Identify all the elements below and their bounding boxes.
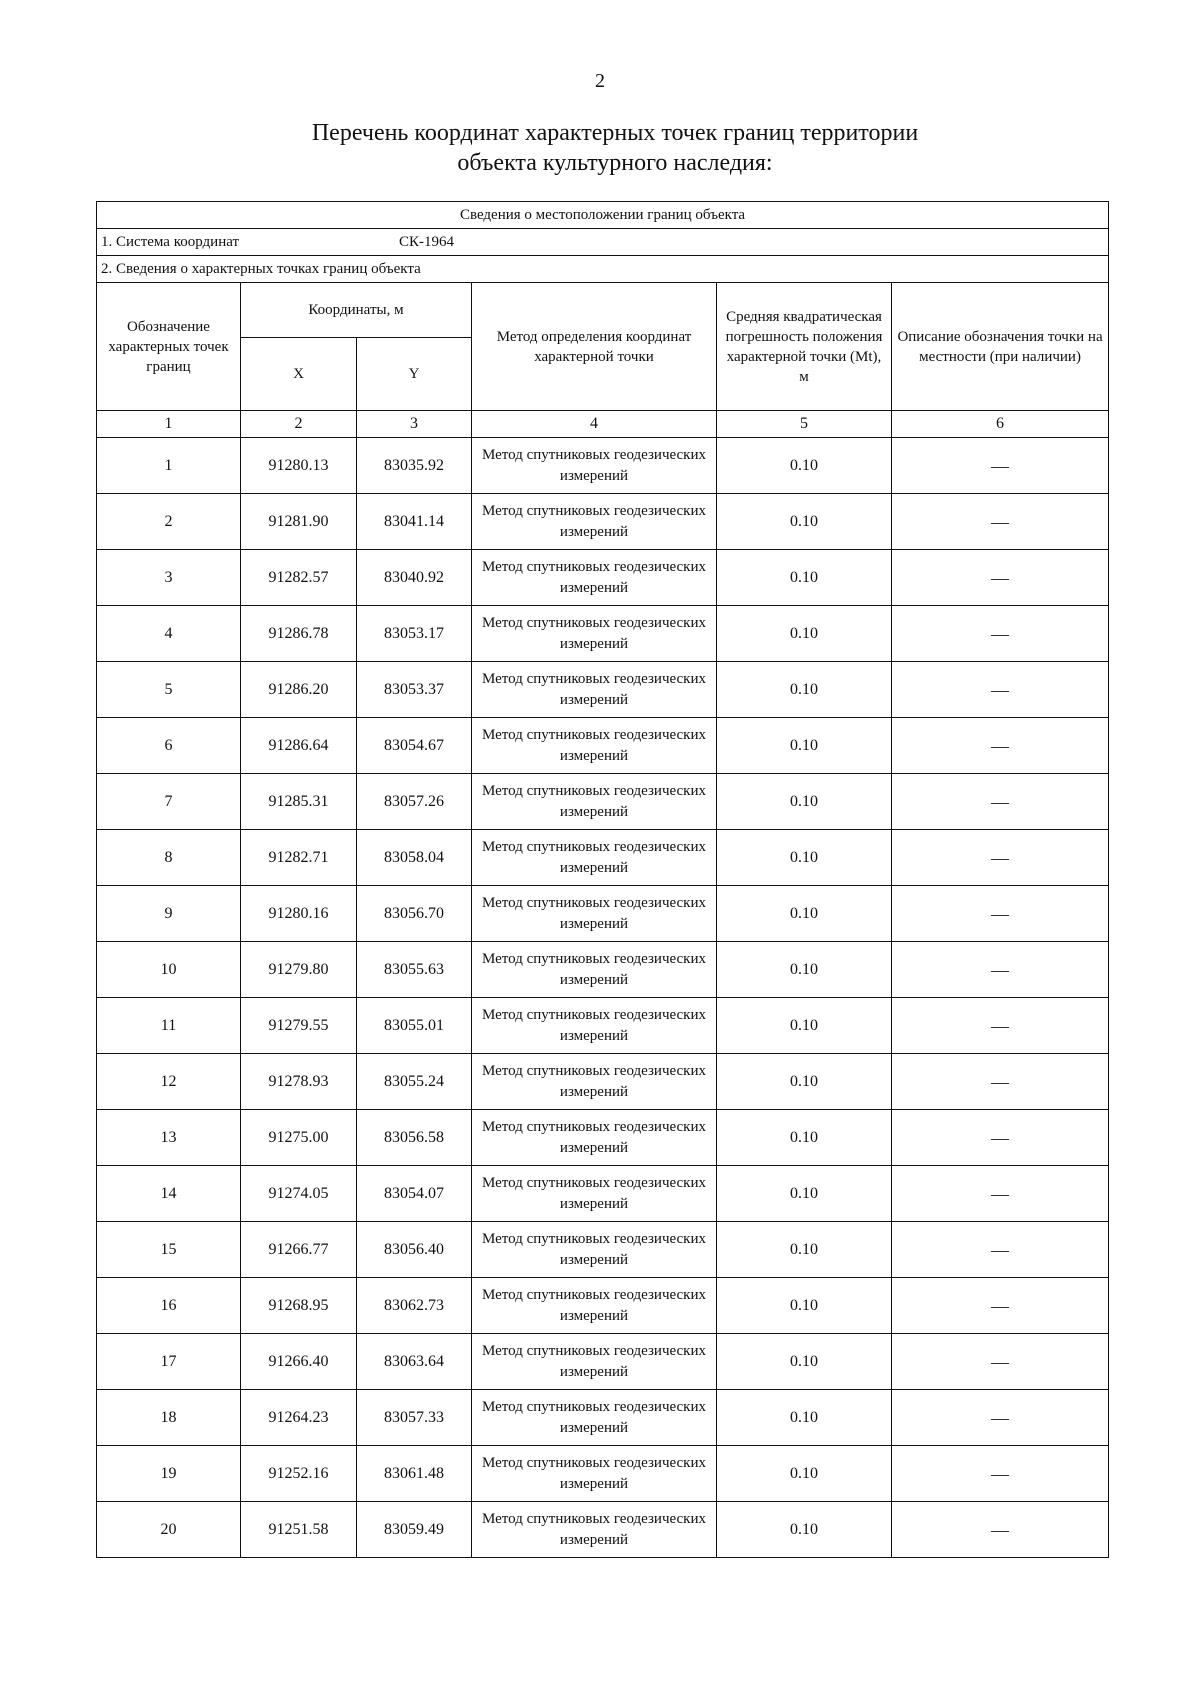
coord-x: 91251.58 [241,1502,357,1558]
method-cell: Метод спутниковых геодезических измерений [472,942,717,998]
header-y: Y [357,338,472,411]
header-designation: Обозначение характерных точек границ [97,283,241,411]
coord-y: 83056.40 [357,1222,472,1278]
table-row [97,830,1109,886]
method-cell: Метод спутниковых геодезических измерений [472,774,717,830]
point-number: 10 [97,942,241,998]
coord-x: 91266.40 [241,1334,357,1390]
coord-y: 83054.07 [357,1166,472,1222]
coord-y: 83056.58 [357,1110,472,1166]
accuracy-cell: 0.10 [717,438,892,494]
description-cell: — [892,1446,1109,1502]
header-coordinates: Координаты, м [241,283,472,338]
coord-y: 83055.01 [357,998,472,1054]
coord-x: 91285.31 [241,774,357,830]
method-cell: Метод спутниковых геодезических измерений [472,550,717,606]
accuracy-cell: 0.10 [717,998,892,1054]
table-row [97,550,1109,606]
coord-x: 91266.77 [241,1222,357,1278]
coord-system-row [97,229,1109,256]
coord-x: 91286.20 [241,662,357,718]
coord-x: 91282.57 [241,550,357,606]
method-cell: Метод спутниковых геодезических измерений [472,886,717,942]
description-cell: — [892,1502,1109,1558]
method-cell: Метод спутниковых геодезических измерений [472,998,717,1054]
table-row [97,494,1109,550]
coord-y: 83058.04 [357,830,472,886]
accuracy-cell: 0.10 [717,1222,892,1278]
coord-y: 83053.37 [357,662,472,718]
table-row [97,1446,1109,1502]
method-cell: Метод спутниковых геодезических измерений [472,438,717,494]
coord-x: 91252.16 [241,1446,357,1502]
table-row [97,718,1109,774]
table-row [97,774,1109,830]
method-cell: Метод спутниковых геодезических измерений [472,1390,717,1446]
method-cell: Метод спутниковых геодезических измерений [472,662,717,718]
table-row [97,942,1109,998]
coord-x: 91280.16 [241,886,357,942]
point-number: 7 [97,774,241,830]
table-row [97,1278,1109,1334]
column-numbers-row [97,411,1109,438]
description-cell: — [892,550,1109,606]
column-number: 4 [472,411,717,438]
description-cell: — [892,774,1109,830]
coord-system-value: СК-1964 [399,234,455,250]
coord-x: 91286.64 [241,718,357,774]
description-cell: — [892,830,1109,886]
table-row [97,438,1109,494]
coord-x: 91282.71 [241,830,357,886]
points-section-label: 2. Сведения о характерных точках границ объекта [97,256,1109,283]
table-row [97,662,1109,718]
coord-x: 91279.80 [241,942,357,998]
coord-y: 83057.33 [357,1390,472,1446]
header-x: X [241,338,357,411]
point-number: 11 [97,998,241,1054]
page-title [150,118,1080,178]
coord-y: 83054.67 [357,718,472,774]
table-row [97,1166,1109,1222]
point-number: 16 [97,1278,241,1334]
accuracy-cell: 0.10 [717,1054,892,1110]
method-cell: Метод спутниковых геодезических измерений [472,1054,717,1110]
table-row [97,1334,1109,1390]
accuracy-cell: 0.10 [717,774,892,830]
description-cell: — [892,1110,1109,1166]
table-body [97,202,1109,1558]
description-cell: — [892,662,1109,718]
point-number: 8 [97,830,241,886]
table-row [97,1390,1109,1446]
accuracy-cell: 0.10 [717,606,892,662]
coord-y: 83062.73 [357,1278,472,1334]
point-number: 5 [97,662,241,718]
table-caption: Сведения о местоположении границ объекта [97,202,1109,229]
column-number: 2 [241,411,357,438]
coord-y: 83040.92 [357,550,472,606]
description-cell: — [892,494,1109,550]
method-cell: Метод спутниковых геодезических измерений [472,606,717,662]
point-number: 12 [97,1054,241,1110]
accuracy-cell: 0.10 [717,1502,892,1558]
coord-y: 83056.70 [357,886,472,942]
method-cell: Метод спутниковых геодезических измерений [472,1502,717,1558]
description-cell: — [892,1390,1109,1446]
coord-x: 91278.93 [241,1054,357,1110]
method-cell: Метод спутниковых геодезических измерений [472,1446,717,1502]
point-number: 4 [97,606,241,662]
point-number: 19 [97,1446,241,1502]
header-row [97,283,1109,338]
accuracy-cell: 0.10 [717,830,892,886]
description-cell: — [892,942,1109,998]
accuracy-cell: 0.10 [717,718,892,774]
coordinates-table [96,201,1109,1558]
description-cell: — [892,438,1109,494]
description-cell: — [892,998,1109,1054]
point-number: 18 [97,1390,241,1446]
coord-y: 83041.14 [357,494,472,550]
page-number: 2 [595,70,605,92]
coord-x: 91286.78 [241,606,357,662]
title-line-1: Перечень координат характерных точек границ территории [311,120,919,146]
coord-system-label: 1. Система координат [101,234,240,250]
point-number: 6 [97,718,241,774]
table-row [97,886,1109,942]
description-cell: — [892,1222,1109,1278]
coord-y: 83057.26 [357,774,472,830]
point-number: 3 [97,550,241,606]
coord-y: 83055.24 [357,1054,472,1110]
column-number: 3 [357,411,472,438]
header-accuracy: Средняя квадратическая погрешность положения характерной точки (Mt), м [717,283,892,411]
coord-y: 83035.92 [357,438,472,494]
coord-x: 91268.95 [241,1278,357,1334]
header-description: Описание обозначения точки на местности (при наличии) [892,283,1109,411]
header-method: Метод определения координат характерной точки [472,283,717,411]
accuracy-cell: 0.10 [717,1446,892,1502]
accuracy-cell: 0.10 [717,1390,892,1446]
accuracy-cell: 0.10 [717,1334,892,1390]
accuracy-cell: 0.10 [717,1166,892,1222]
accuracy-cell: 0.10 [717,662,892,718]
method-cell: Метод спутниковых геодезических измерений [472,1278,717,1334]
column-number: 1 [97,411,241,438]
method-cell: Метод спутниковых геодезических измерений [472,1166,717,1222]
coord-y: 83061.48 [357,1446,472,1502]
method-cell: Метод спутниковых геодезических измерений [472,494,717,550]
description-cell: — [892,1054,1109,1110]
table-row [97,1110,1109,1166]
point-number: 2 [97,494,241,550]
title-line-2: объекта культурного наследия: [457,150,773,176]
method-cell: Метод спутниковых геодезических измерений [472,718,717,774]
point-number: 13 [97,1110,241,1166]
coord-x: 91275.00 [241,1110,357,1166]
coord-x: 91280.13 [241,438,357,494]
points-section-row [97,256,1109,283]
table-caption-row [97,202,1109,229]
point-number: 1 [97,438,241,494]
method-cell: Метод спутниковых геодезических измерений [472,1110,717,1166]
description-cell: — [892,1334,1109,1390]
coord-x: 91281.90 [241,494,357,550]
point-number: 17 [97,1334,241,1390]
point-number: 20 [97,1502,241,1558]
method-cell: Метод спутниковых геодезических измерений [472,1222,717,1278]
point-number: 14 [97,1166,241,1222]
coord-x: 91274.05 [241,1166,357,1222]
accuracy-cell: 0.10 [717,1278,892,1334]
accuracy-cell: 0.10 [717,550,892,606]
table-row [97,998,1109,1054]
description-cell: — [892,1166,1109,1222]
accuracy-cell: 0.10 [717,886,892,942]
method-cell: Метод спутниковых геодезических измерений [472,1334,717,1390]
description-cell: — [892,886,1109,942]
coord-y: 83053.17 [357,606,472,662]
description-cell: — [892,606,1109,662]
coord-x: 91279.55 [241,998,357,1054]
point-number: 9 [97,886,241,942]
coord-x: 91264.23 [241,1390,357,1446]
coord-y: 83063.64 [357,1334,472,1390]
accuracy-cell: 0.10 [717,494,892,550]
table-row [97,1054,1109,1110]
coord-y: 83055.63 [357,942,472,998]
column-number: 6 [892,411,1109,438]
description-cell: — [892,1278,1109,1334]
table-row [97,1502,1109,1558]
coord-y: 83059.49 [357,1502,472,1558]
table-row [97,606,1109,662]
column-number: 5 [717,411,892,438]
accuracy-cell: 0.10 [717,942,892,998]
description-cell: — [892,718,1109,774]
point-number: 15 [97,1222,241,1278]
table-row [97,1222,1109,1278]
accuracy-cell: 0.10 [717,1110,892,1166]
method-cell: Метод спутниковых геодезических измерений [472,830,717,886]
